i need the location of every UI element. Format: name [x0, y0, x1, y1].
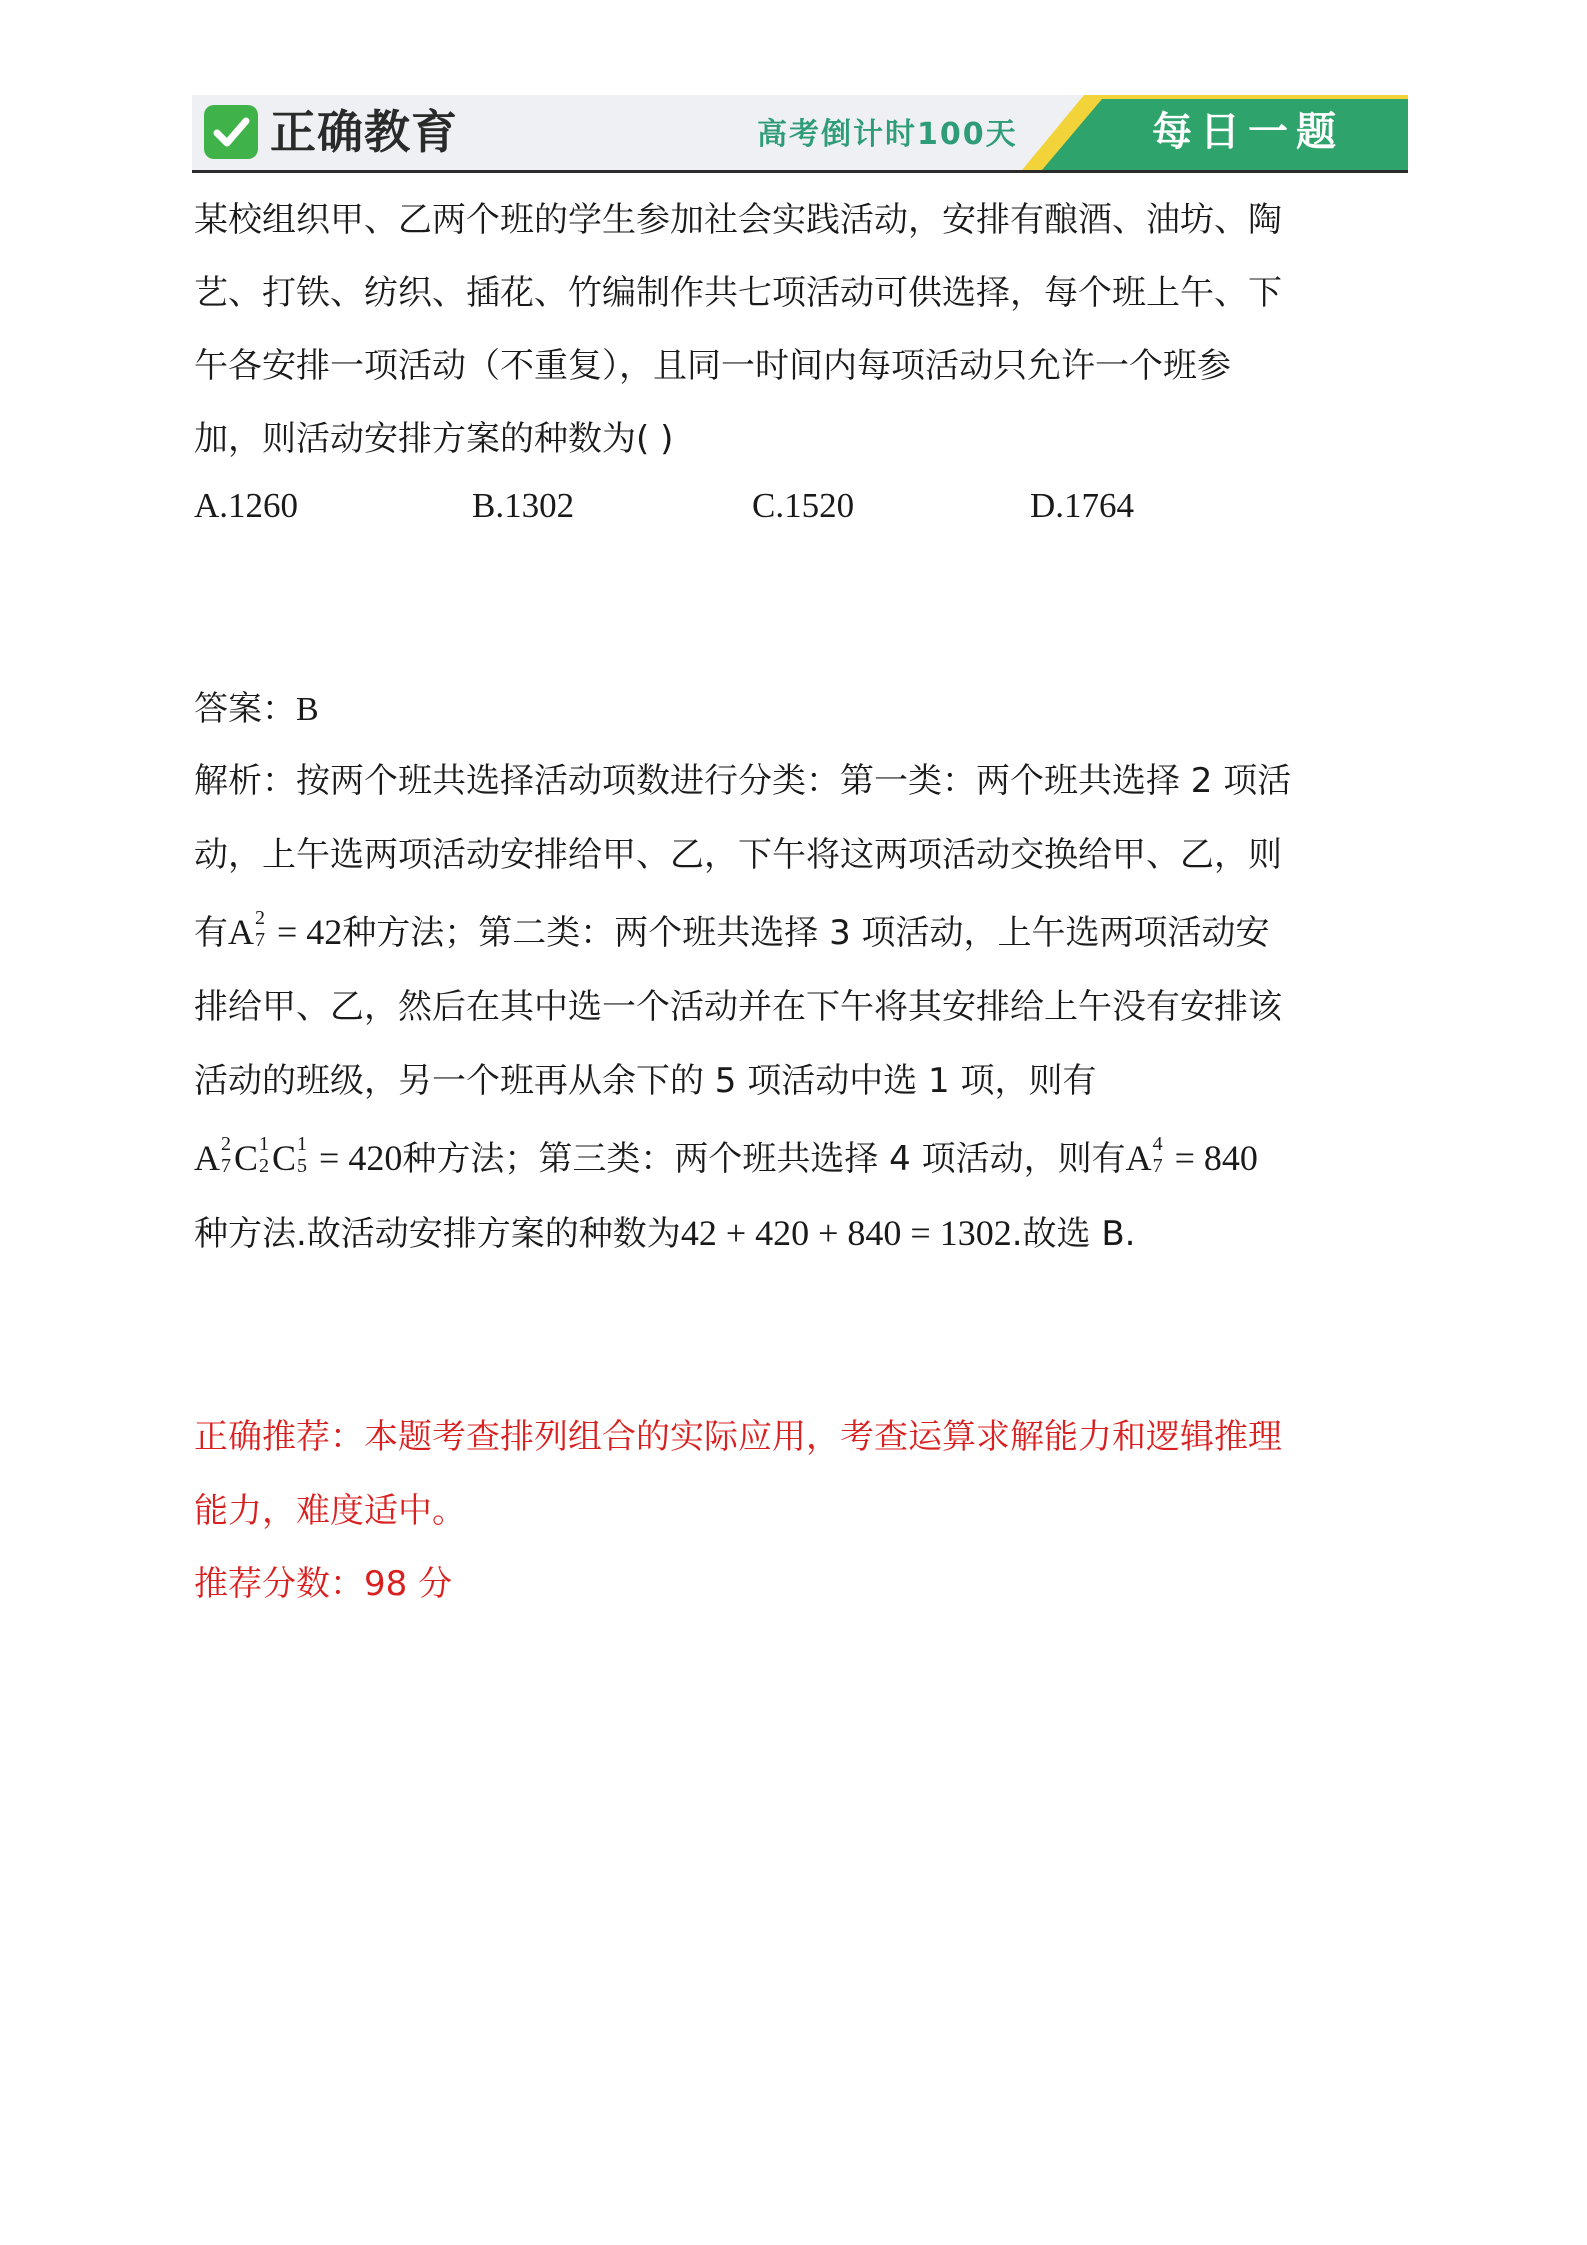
option-c: C.1520 — [752, 486, 855, 525]
math-sub: 7 — [221, 1155, 231, 1177]
math-eq: = 840 — [1165, 1138, 1258, 1178]
math-eq: = 420 — [310, 1138, 403, 1178]
text-fragment: 有 — [194, 913, 228, 953]
math-base: A — [194, 1138, 220, 1178]
math-sub: 2 — [259, 1155, 270, 1177]
brand-logo-text: 正确教育 — [270, 105, 458, 159]
daily-question-title: 每日一题 — [1152, 109, 1344, 155]
question-line-2: 艺、打铁、纺织、插花、竹编制作共七项活动可供选择，每个班上午、下 — [194, 273, 1282, 313]
checkmark-icon — [204, 105, 258, 159]
option-d: D.1764 — [1030, 486, 1135, 525]
math-base: C — [272, 1138, 297, 1178]
math-eq: = 42 — [268, 912, 343, 952]
option-a: A.1260 — [194, 486, 299, 525]
text-fragment: 种方法；第二类：两个班共选择 3 项活动，上午选两项活动安 — [342, 913, 1270, 953]
arrangement-symbol — [228, 907, 343, 952]
analysis-line-7 — [194, 1196, 1135, 1271]
analysis-line-2: 动，上午选两项活动安排给甲、乙，下午将这两项活动交换给甲、乙，则 — [194, 835, 1282, 875]
recommend-line-1: 正确推荐：本题考查排列组合的实际应用，考查运算求解能力和逻辑推理 — [194, 1417, 1282, 1457]
recommend-line-2: 能力，难度适中。 — [194, 1491, 466, 1531]
sum-formula: 42 + 420 + 840 = 1302 — [680, 1213, 1012, 1253]
math-sup: 1 — [297, 1133, 308, 1155]
math-sup: 2 — [221, 1133, 231, 1155]
analysis-line-6 — [194, 1121, 1258, 1196]
recommend-score: 推荐分数：98 分 — [194, 1564, 453, 1604]
question-line-3: 午各安排一项活动（不重复），且同一时间内每项活动只允许一个班参 — [194, 346, 1231, 386]
countdown-text: 高考倒计时100天 — [757, 117, 1018, 152]
text-fragment: .故选 B. — [1011, 1214, 1136, 1254]
answer-line — [194, 672, 319, 747]
text-fragment: 种方法；第三类：两个班共选择 4 项活动，则有 — [402, 1139, 1126, 1179]
formula-product — [194, 1133, 403, 1178]
math-sup: 2 — [255, 907, 265, 929]
question-line-1: 某校组织甲、乙两个班的学生参加社会实践活动，安排有酿酒、油坊、陶 — [194, 200, 1282, 240]
answer-label: 答案： — [194, 689, 296, 729]
math-base: C — [234, 1138, 259, 1178]
text-fragment: 种方法.故活动安排方案的种数为 — [194, 1214, 681, 1254]
math-sup: 4 — [1152, 1133, 1163, 1155]
math-base: A — [1125, 1138, 1152, 1178]
analysis-line-5: 活动的班级，另一个班再从余下的 5 项活动中选 1 项，则有 — [194, 1061, 1097, 1101]
math-base: A — [228, 912, 254, 952]
question-line-4: 加，则活动安排方案的种数为( ) — [194, 419, 674, 459]
header-banner — [192, 95, 1408, 173]
answer-value: B — [296, 691, 319, 728]
analysis-line-1: 解析：按两个班共选择活动项数进行分类：第一类：两个班共选择 2 项活 — [194, 761, 1292, 801]
math-sub: 5 — [297, 1155, 308, 1177]
math-sup: 1 — [259, 1133, 270, 1155]
analysis-line-4: 排给甲、乙，然后在其中选一个活动并在下午将其安排给上午没有安排该 — [194, 987, 1282, 1027]
analysis-line-3 — [194, 895, 1270, 970]
option-b: B.1302 — [472, 486, 575, 525]
math-sub: 7 — [1152, 1155, 1163, 1177]
arrangement-symbol — [1125, 1133, 1258, 1178]
header-divider — [192, 170, 1408, 173]
math-sub: 7 — [255, 929, 265, 951]
